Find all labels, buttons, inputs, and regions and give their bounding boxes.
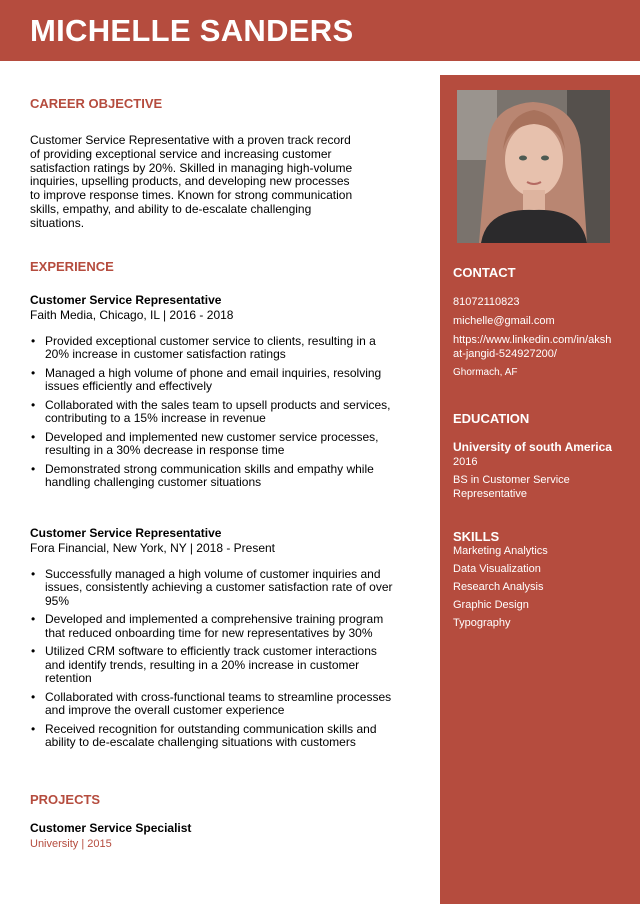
contact-phone: 81072110823 bbox=[453, 296, 520, 308]
objective-title: CAREER OBJECTIVE bbox=[30, 96, 163, 111]
job-bullets bbox=[30, 335, 400, 490]
main-column bbox=[30, 96, 400, 850]
bullet-item: • Successfully managed a high volume of customer inquiries and issues, consistently achieving a customer satisfaction rate of over 95% bbox=[30, 568, 400, 609]
contact-linkedin-cont: at-jangid-524927200/ bbox=[453, 348, 557, 360]
skills-title: SKILLS bbox=[453, 529, 500, 544]
portrait-image bbox=[457, 90, 610, 243]
skill-item: Graphic Design bbox=[453, 599, 529, 611]
contact-section bbox=[453, 265, 633, 385]
education-degree: BS in Customer Service bbox=[453, 474, 570, 486]
bullet-item: • Provided exceptional customer service to clients, resulting in a 20% increase in customer satisfaction ratings bbox=[30, 335, 400, 362]
job-title: Customer Service Representative bbox=[30, 525, 222, 540]
skills-section bbox=[453, 529, 633, 634]
education-school: University of south America bbox=[453, 440, 612, 454]
bullet-item: • Managed a high volume of phone and email inquiries, resolving issues efficiently and effectively bbox=[30, 367, 400, 394]
bullet-item: • Collaborated with cross-functional teams to streamline processes and improve the overall customer experience bbox=[30, 691, 400, 718]
bullet-item: • Demonstrated strong communication skills and empathy while handling challenging customer situations bbox=[30, 463, 400, 490]
bullet-item: • Received recognition for outstanding communication skills and ability to de-escalate challenging situations with customers bbox=[30, 723, 400, 750]
education-degree-cont: Representative bbox=[453, 488, 527, 500]
education-section bbox=[453, 411, 633, 505]
bullet-item: • Developed and implemented new customer service processes, resulting in a 30% decrease in response time bbox=[30, 431, 400, 458]
skill-item: Research Analysis bbox=[453, 581, 544, 593]
skill-item: Data Visualization bbox=[453, 563, 541, 575]
skill-item: Marketing Analytics bbox=[453, 545, 548, 557]
job-title: Customer Service Representative bbox=[30, 292, 222, 307]
contact-linkedin: https://www.linkedin.com/in/aksh bbox=[453, 334, 612, 346]
job-entry bbox=[30, 293, 400, 490]
education-title: EDUCATION bbox=[453, 411, 530, 426]
skill-item: Typography bbox=[453, 617, 511, 629]
experience-title: EXPERIENCE bbox=[30, 258, 114, 274]
bullet-item: • Utilized CRM software to efficiently track customer interactions and identify trends, resulting in a 20% increase in customer retention bbox=[30, 645, 400, 686]
candidate-name: MICHELLE SANDERS bbox=[30, 13, 354, 48]
bullet-item: • Developed and implemented a comprehensive training program that reduced onboarding time for new representatives by 30% bbox=[30, 613, 400, 640]
contact-title: CONTACT bbox=[453, 265, 516, 280]
project-title: Customer Service Specialist bbox=[30, 820, 192, 835]
education-year: 2016 bbox=[453, 456, 478, 468]
bullet-item: • Collaborated with the sales team to upsell products and services, contributing to a 15% increase in revenue bbox=[30, 399, 400, 426]
contact-location: Ghormach, AF bbox=[453, 367, 518, 378]
projects-title: PROJECTS bbox=[30, 791, 101, 807]
job-entry bbox=[30, 526, 400, 750]
job-meta: Fora Financial, New York, NY | 2018 - Present bbox=[30, 540, 276, 555]
profile-photo bbox=[457, 90, 610, 243]
sidebar bbox=[440, 75, 640, 904]
job-bullets bbox=[30, 568, 400, 750]
header-banner bbox=[0, 0, 640, 61]
objective-text: Customer Service Representative with a proven track record of providing exceptional service and increasing customer satisfaction ratings by 20%. Skilled in managing high-volume inquiries, upselling products, and developing new processes to improve response times. Known for strong communication skills, empathy, and ability to de-escalate challenging situations. bbox=[30, 133, 353, 230]
project-meta: University | 2015 bbox=[30, 837, 112, 850]
contact-email: michelle@gmail.com bbox=[453, 315, 555, 327]
job-meta: Faith Media, Chicago, IL | 2016 - 2018 bbox=[30, 307, 234, 322]
